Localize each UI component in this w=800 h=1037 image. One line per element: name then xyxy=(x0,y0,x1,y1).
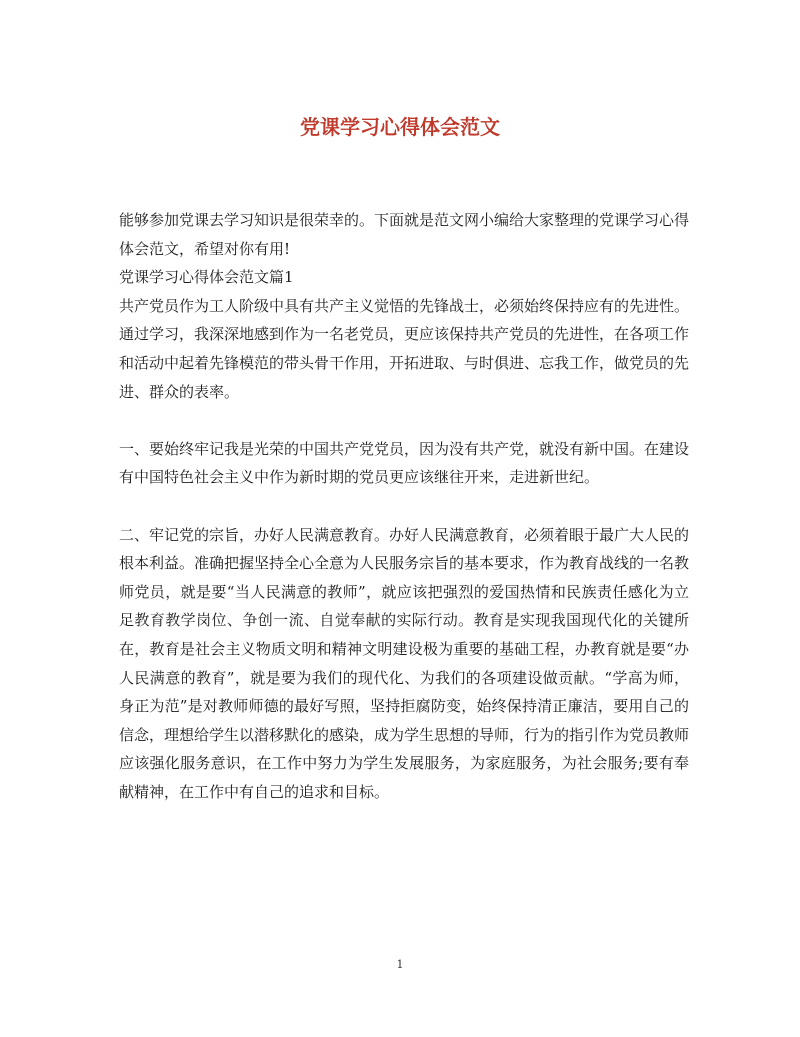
section-heading: 党课学习心得体会范文篇1 xyxy=(119,268,294,287)
paragraph-spacer xyxy=(119,406,689,435)
paragraph-3: 二、牢记党的宗旨，办好人民满意教育。办好人民满意教育，必须着眼于最广大人民的根本利益。准确把握坚持全心全意为人民服务宗旨的基本要求，作为教育战线的一名教师党员，就是要“当人民满意的教师”，就应该把强烈的爱国热情和民族责任感化为立足教育教学岗位、争创一流、自觉奉献的实际行动。教育是实现我国现代化的关键所在，教育是社会主义物质文明和精神文明建设极为重要的基础工程，办教育就是要“办人民满意的教育”，就是要为我们的现代化、为我们的各项建设做贡献。“学高为师，身正为范”是对教师师德的最好写照，坚持拒腐防变，始终保持清正廉洁，要用自己的信念，理想给学生以潜移默化的感染，成为学生思想的导师，行为的指引作为党员教师应该强化服务意识，在工作中努力为学生发展服务，为家庭服务，为社会服务;要有奉献精神，在工作中有自己的追求和目标。 xyxy=(119,525,690,801)
document-title: 党课学习心得体会范文 xyxy=(300,115,500,139)
paragraph-1: 共产党员作为工人阶级中具有共产主义觉悟的先锋战士，必须始终保持应有的先进性。通过学习，我深深地感到作为一名老党员，更应该保持共产党员的先进性，在各项工作和活动中起着先锋模范的带头骨干作用，开拓进取、与时俱进、忘我工作，做党员的先进、群众的表率。 xyxy=(119,296,690,401)
page-number: 1 xyxy=(396,958,404,971)
document-body xyxy=(119,206,689,806)
paragraph-spacer xyxy=(119,492,689,521)
paragraph-2: 一、要始终牢记我是光荣的中国共产党党员，因为没有共产党，就没有新中国。在建设有中国特色社会主义中作为新时期的党员更应该继往开来，走进新世纪。 xyxy=(119,439,690,487)
intro-paragraph: 能够参加党课去学习知识是很荣幸的。下面就是范文网小编给大家整理的党课学习心得体会范文，希望对你有用! xyxy=(119,211,690,258)
